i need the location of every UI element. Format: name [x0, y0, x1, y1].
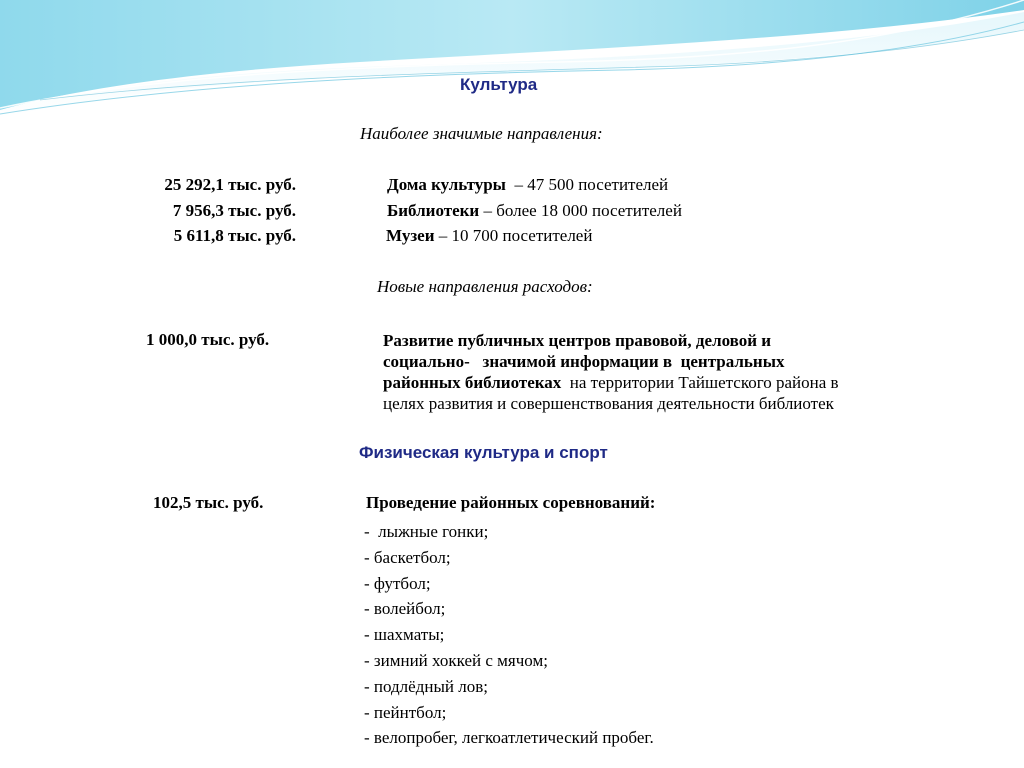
list-item: - велопробег, легкоатлетический пробег. — [364, 728, 654, 748]
description-line-bold: социально- значимой информации в центральных — [383, 352, 785, 371]
description-line — [383, 330, 839, 351]
amount-houses-of-culture: 25 292,1 тыс. руб. — [164, 175, 296, 194]
list-item: - волейбол; — [364, 599, 446, 619]
new-direction-amount: 1 000,0 тыс. руб. — [146, 330, 270, 349]
competitions-list — [364, 519, 654, 751]
list-item: - шахматы; — [364, 625, 445, 645]
sport-amount: 102,5 тыс. руб. — [153, 493, 264, 512]
museums-label: Музеи — [386, 226, 435, 245]
description-line — [383, 393, 839, 414]
main-directions-heading: Наиболее значимые направления: — [360, 124, 603, 143]
sport-heading: Проведение районных соревнований: — [366, 493, 656, 512]
decorative-wave-header — [0, 0, 1024, 120]
list-item: - баскетбол; — [364, 547, 451, 567]
description-line-normal: на территории Тайшетского района в — [561, 373, 839, 392]
list-item: - подлёдный лов; — [364, 676, 488, 696]
description-line — [383, 372, 839, 393]
amount-museums: 5 611,8 тыс. руб. — [173, 226, 296, 245]
description-line-bold: районных библиотеках — [383, 373, 562, 392]
list-item: - пейнтбол; — [364, 702, 447, 722]
libraries-label: Библиотеки — [387, 201, 480, 220]
new-directions-heading: Новые направления расходов: — [377, 277, 593, 296]
row-houses-of-culture — [387, 175, 668, 195]
list-item: - зимний хоккей с мячом; — [364, 650, 548, 670]
row-libraries — [387, 201, 682, 221]
amount-libraries: 7 956,3 тыс. руб. — [172, 201, 296, 220]
description-line — [383, 351, 839, 372]
houses-of-culture-label: Дома культуры — [387, 175, 506, 194]
museums-detail: – 10 700 посетителей — [434, 226, 593, 245]
list-item: - футбол; — [364, 573, 431, 593]
list-item: - лыжные гонки; — [364, 522, 489, 541]
sport-title: Физическая культура и спорт — [359, 443, 608, 462]
new-direction-description — [383, 330, 839, 414]
culture-title: Культура — [460, 75, 538, 94]
libraries-detail: – более 18 000 посетителей — [479, 201, 682, 220]
row-museums — [386, 226, 592, 246]
description-line-normal: целях развития и совершенствования деятельности библиотек — [383, 394, 834, 413]
description-line-bold: Развитие публичных центров правовой, деловой и — [383, 331, 772, 350]
houses-of-culture-detail: – 47 500 посетителей — [505, 175, 669, 194]
